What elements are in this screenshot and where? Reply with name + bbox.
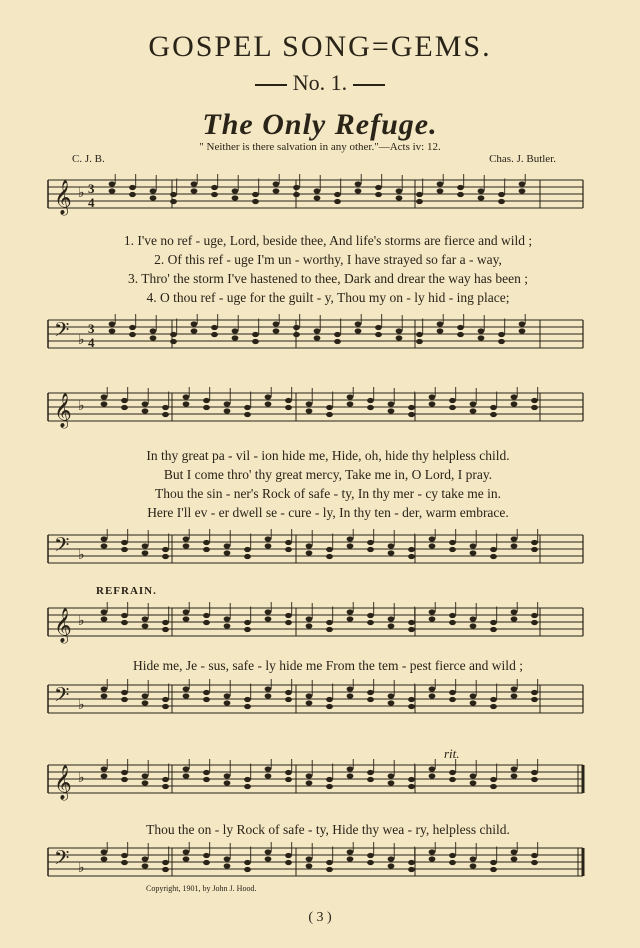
verse-line-1: 1. I've no ref - uge, Lord, beside thee, And life's storms are fierce and wild ;	[123, 233, 533, 248]
refrain-line-2: Thou the on - ly Rock of safe - ty, Hide thy wea - ry, helpless child.	[146, 822, 510, 837]
svg-text:𝄢: 𝄢	[54, 683, 70, 711]
svg-text:4: 4	[88, 195, 95, 210]
verse-line-3: 3. Thro' the storm I've hastened to thee, Dark and drear the way has been ;	[127, 271, 529, 286]
bass-staff-1	[0, 314, 640, 364]
verse-line-5: In thy great pa - vil - ion hide me, Hide, oh, hide thy helpless child.	[146, 448, 510, 463]
svg-text:♭: ♭	[78, 770, 85, 786]
treble-staff-1	[0, 174, 640, 224]
lyricist-credit: C. J. B.	[72, 153, 105, 165]
bass-staff-2	[0, 529, 640, 579]
svg-text:3: 3	[88, 321, 95, 336]
svg-text:♭: ♭	[78, 860, 85, 876]
hymn-number-text: No. 1.	[292, 70, 348, 95]
svg-text:𝄞: 𝄞	[54, 180, 72, 215]
verse-line-8: Here I'll ev - er dwell se - cure - ly, In thy ten - der, warm embrace.	[147, 505, 509, 520]
svg-text:𝄞: 𝄞	[54, 393, 72, 428]
svg-text:𝄞: 𝄞	[54, 765, 72, 800]
svg-text:♭: ♭	[78, 613, 85, 629]
rit-marking: rit.	[444, 746, 460, 761]
svg-text:♭: ♭	[78, 547, 85, 563]
composer-credit: Chas. J. Butler.	[489, 153, 556, 165]
copyright-notice: Copyright, 1901, by John J. Hood.	[146, 884, 257, 893]
hymn-number	[0, 70, 640, 96]
book-title: GOSPEL SONG=GEMS.	[148, 30, 492, 63]
hymn-title: The Only Refuge.	[202, 108, 438, 141]
svg-text:𝄢: 𝄢	[54, 533, 70, 561]
svg-text:♭: ♭	[78, 332, 85, 348]
page-number: ( 3 )	[308, 910, 332, 925]
rule-left	[255, 84, 287, 86]
bass-staff-3	[0, 679, 640, 729]
svg-text:𝄢: 𝄢	[54, 318, 70, 346]
verse-line-6: But I come thro' thy great mercy, Take me in, O Lord, I pray.	[163, 467, 493, 482]
svg-text:♭: ♭	[78, 185, 85, 201]
svg-text:♭: ♭	[78, 697, 85, 713]
rule-right	[353, 84, 385, 86]
refrain-line-1: Hide me, Je - sus, safe - ly hide me From the tem - pest fierce and wild ;	[133, 658, 523, 673]
svg-text:4: 4	[88, 335, 95, 350]
verse-line-4: 4. O thou ref - uge for the guilt - y, Thou my on - ly hid - ing place;	[146, 290, 510, 305]
epigraph: " Neither is there salvation in any other."—Acts iv: 12.	[199, 141, 441, 153]
svg-text:♭: ♭	[78, 398, 85, 414]
treble-staff-2	[0, 387, 640, 437]
svg-text:𝄞: 𝄞	[54, 608, 72, 643]
verse-line-7: Thou the sin - ner's Rock of safe - ty, In thy mer - cy take me in.	[154, 486, 502, 501]
treble-staff-4	[0, 759, 640, 809]
treble-staff-3	[0, 602, 640, 652]
refrain-label: REFRAIN.	[96, 585, 157, 597]
svg-text:𝄢: 𝄢	[54, 846, 70, 874]
bass-staff-4	[0, 842, 640, 892]
svg-text:3: 3	[88, 181, 95, 196]
verse-line-2: 2. Of this ref - uge I'm un - worthy, I have strayed so far a - way,	[154, 252, 502, 267]
